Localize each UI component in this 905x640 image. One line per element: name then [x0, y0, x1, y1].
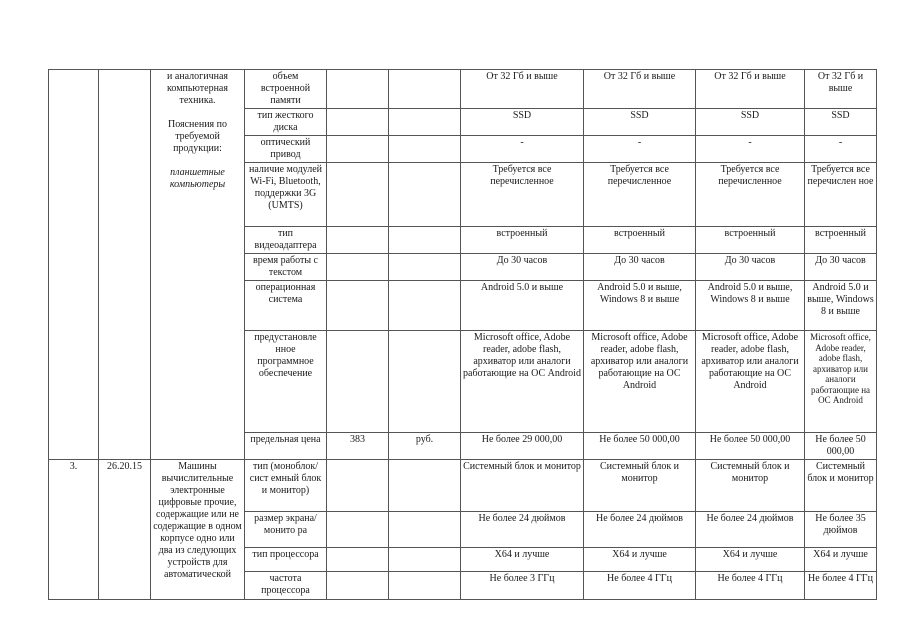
value-cell: Не более 50 000,00	[584, 433, 696, 460]
value-cell: От 32 Гб и выше	[805, 70, 877, 109]
value-cell: X64 и лучше	[584, 548, 696, 572]
row-number-cell: 3.	[49, 460, 99, 600]
value-cell: До 30 часов	[584, 254, 696, 281]
characteristic-name: предельная цена	[245, 433, 327, 460]
value-cell: -	[805, 136, 877, 163]
value-cell: Требуется все перечисленное	[584, 163, 696, 227]
characteristic-name: предустановле нное программное обеспечение	[245, 331, 327, 433]
value-cell: -	[584, 136, 696, 163]
value-cell: встроенный	[461, 227, 584, 254]
value-cell: Не более 4 ГГц	[696, 572, 805, 600]
value-cell: Android 5.0 и выше, Windows 8 и выше	[805, 281, 877, 331]
characteristic-name: тип жесткого диска	[245, 109, 327, 136]
unit-cell	[389, 227, 461, 254]
okei-code-cell	[327, 548, 389, 572]
unit-cell	[389, 70, 461, 109]
value-cell: Не более 29 000,00	[461, 433, 584, 460]
okei-code-cell	[327, 331, 389, 433]
value-cell: От 32 Гб и выше	[461, 70, 584, 109]
unit-cell	[389, 254, 461, 281]
value-cell: От 32 Гб и выше	[584, 70, 696, 109]
value-cell: Требуется все перечисленное	[696, 163, 805, 227]
okei-code-cell	[327, 136, 389, 163]
characteristic-name: время работы с текстом	[245, 254, 327, 281]
value-cell: До 30 часов	[461, 254, 584, 281]
okei-code-cell	[327, 281, 389, 331]
value-cell: -	[696, 136, 805, 163]
value-cell: От 32 Гб и выше	[696, 70, 805, 109]
value-cell: -	[461, 136, 584, 163]
value-cell: Системный блок и монитор	[461, 460, 584, 512]
value-cell: SSD	[584, 109, 696, 136]
category-cell: Машины вычислительные электронные цифровые прочие, содержащие или не содержащие в одном корпусе одно или два из следующих устройств для автоматической	[151, 460, 245, 600]
value-cell: Не более 35 дюймов	[805, 512, 877, 548]
characteristic-name: объем встроенной памяти	[245, 70, 327, 109]
value-cell: Microsoft office, Adobe reader, adobe flash, архиватор или аналоги работающие на ОС Android	[696, 331, 805, 433]
okei-code-cell: 383	[327, 433, 389, 460]
category-line: техника.	[179, 95, 216, 106]
okei-code-cell	[327, 460, 389, 512]
specification-table	[48, 69, 877, 600]
value-cell: Microsoft office, Adobe reader, adobe flash, архиватор или аналоги работающие на ОС Android	[584, 331, 696, 433]
unit-cell	[389, 109, 461, 136]
value-cell: Системный блок и монитор	[584, 460, 696, 512]
okei-code-cell	[327, 70, 389, 109]
characteristic-name: операционная система	[245, 281, 327, 331]
row-number-cell	[49, 70, 99, 460]
value-cell: Microsoft office, Adobe reader, adobe flash, архиватор или аналоги работающие на ОС Android	[461, 331, 584, 433]
unit-cell	[389, 136, 461, 163]
value-cell: X64 и лучше	[461, 548, 584, 572]
category-line: компьютерная	[167, 83, 228, 94]
okpd-code-cell: 26.20.15	[99, 460, 151, 600]
unit-cell	[389, 512, 461, 548]
explanation-label: Пояснения по требуемой продукции:	[167, 119, 227, 154]
value-cell: SSD	[696, 109, 805, 136]
characteristic-name: размер экрана/монито ра	[245, 512, 327, 548]
characteristic-name: частота процессора	[245, 572, 327, 600]
value-cell: Не более 50 000,00	[696, 433, 805, 460]
value-cell: встроенный	[805, 227, 877, 254]
table-row	[49, 460, 877, 512]
okei-code-cell	[327, 512, 389, 548]
product-note: планшетные компьютеры	[169, 167, 226, 190]
value-cell: X64 и лучше	[805, 548, 877, 572]
value-cell: X64 и лучше	[696, 548, 805, 572]
okei-code-cell	[327, 572, 389, 600]
category-line: и аналогичная	[166, 71, 229, 82]
value-cell: Android 5.0 и выше	[461, 281, 584, 331]
value-cell: SSD	[805, 109, 877, 136]
characteristic-name: оптический привод	[245, 136, 327, 163]
unit-cell	[389, 281, 461, 331]
value-cell: Не более 24 дюймов	[696, 512, 805, 548]
unit-cell	[389, 331, 461, 433]
okei-code-cell	[327, 163, 389, 227]
unit-cell: руб.	[389, 433, 461, 460]
unit-cell	[389, 548, 461, 572]
value-cell: Не более 24 дюймов	[461, 512, 584, 548]
value-cell: Android 5.0 и выше, Windows 8 и выше	[584, 281, 696, 331]
table-row	[49, 70, 877, 109]
value-cell: Системный блок и монитор	[696, 460, 805, 512]
category-cell	[151, 70, 245, 460]
value-cell: Системный блок и монитор	[805, 460, 877, 512]
value-cell: Не более 50 000,00	[805, 433, 877, 460]
okpd-code-cell	[99, 70, 151, 460]
characteristic-name: тип видеоадаптера	[245, 227, 327, 254]
unit-cell	[389, 572, 461, 600]
value-cell: Не более 4 ГГц	[584, 572, 696, 600]
characteristic-name: наличие модулей Wi-Fi, Bluetooth, поддержки 3G (UMTS)	[245, 163, 327, 227]
value-cell: До 30 часов	[696, 254, 805, 281]
characteristic-name: тип (моноблок/сист емный блок и монитор)	[245, 460, 327, 512]
value-cell: Не более 4 ГГц	[805, 572, 877, 600]
unit-cell	[389, 460, 461, 512]
okei-code-cell	[327, 254, 389, 281]
value-cell: Не более 3 ГГц	[461, 572, 584, 600]
value-cell: Не более 24 дюймов	[584, 512, 696, 548]
okei-code-cell	[327, 227, 389, 254]
value-cell: встроенный	[584, 227, 696, 254]
value-cell: Требуется все перечислен ное	[805, 163, 877, 227]
value-cell: SSD	[461, 109, 584, 136]
value-cell: встроенный	[696, 227, 805, 254]
value-cell: Требуется все перечисленное	[461, 163, 584, 227]
value-cell: До 30 часов	[805, 254, 877, 281]
value-cell: Android 5.0 и выше, Windows 8 и выше	[696, 281, 805, 331]
value-cell: Microsoft office, Adobe reader, adobe flash, архиватор или аналоги работающие на ОС Android	[805, 331, 877, 433]
okei-code-cell	[327, 109, 389, 136]
characteristic-name: тип процессора	[245, 548, 327, 572]
unit-cell	[389, 163, 461, 227]
